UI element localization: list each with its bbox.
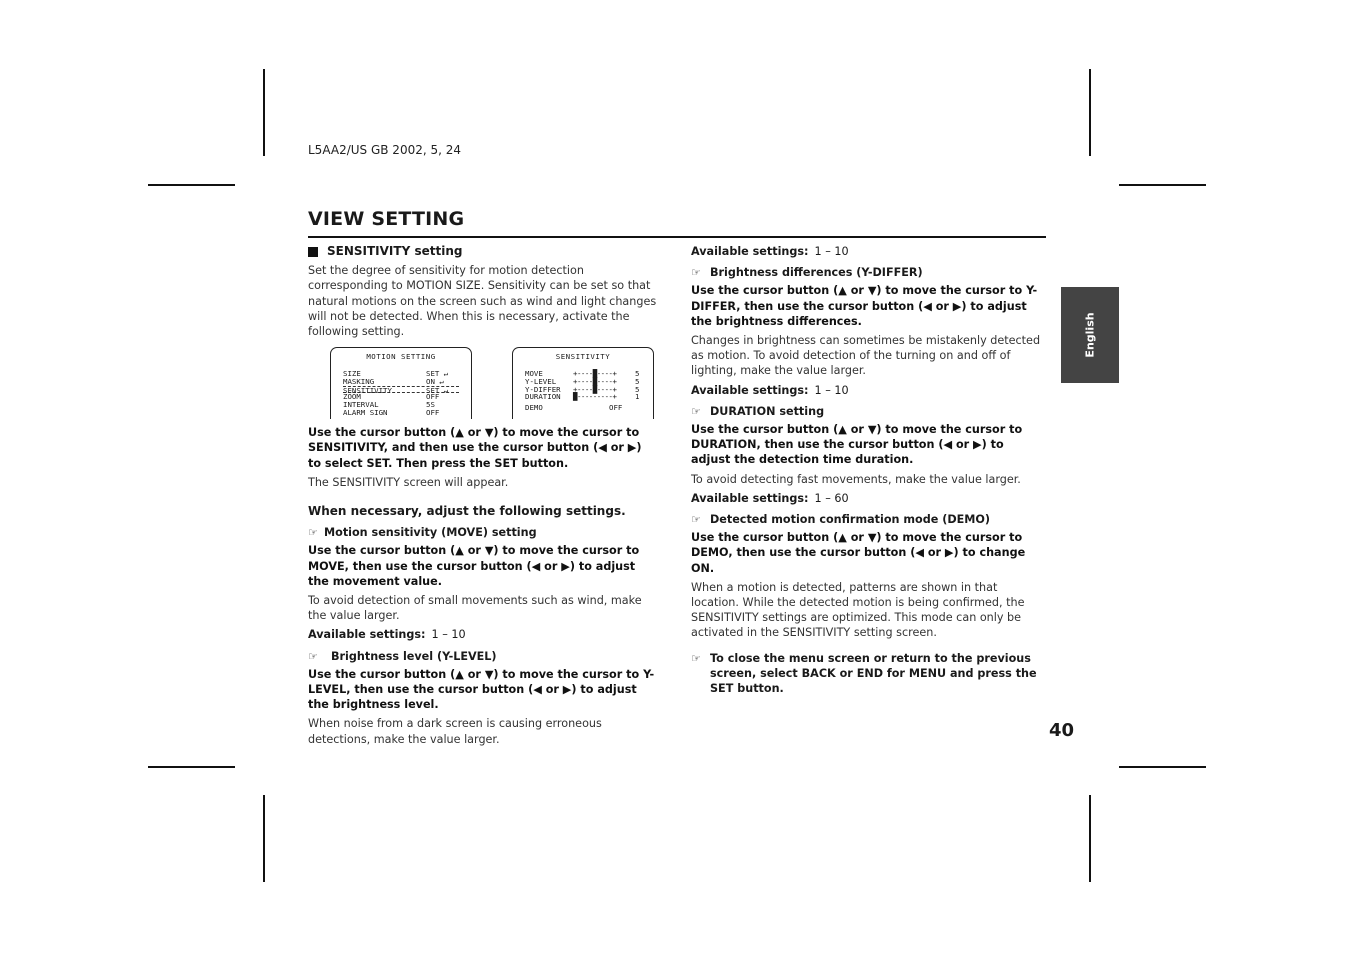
page-number: 40	[1049, 720, 1075, 741]
pointing-hand-icon: ☞	[691, 404, 701, 418]
menu-row-value: OFF	[426, 392, 440, 402]
demo-row-label: DEMO	[525, 403, 543, 413]
sensitivity-slider: +----█----+	[573, 384, 617, 394]
ylevel-note: When noise from a dark screen is causing erroneous detections, make the value larger.	[308, 717, 602, 746]
menu-row-value: SET ↵	[426, 369, 449, 379]
right-column	[691, 244, 1043, 696]
motion-setting-screen-title: MOTION SETTING	[366, 352, 436, 362]
sensitivity-screen	[512, 347, 654, 419]
demo-note: When a motion is detected, patterns are shown in that location. While the detected motion is being confirmed, the SENSITIVITY settings are optimized. This mode can only be activated in the SENSITIVITY setting screen.	[691, 580, 1025, 640]
square-icon	[308, 247, 318, 257]
crop-mark-top-right-vertical	[1089, 69, 1091, 156]
section-heading	[308, 244, 658, 259]
sensitivity-row-label: Y-DIFFER	[525, 384, 561, 394]
sensitivity-row	[525, 393, 653, 401]
intro-paragraph: Set the degree of sensitivity for motion detection corresponding to MOTION SIZE. Sensitivity can be set so that natural motions on the screen such as wind and light changes will not be detected. When this is necessary, activate the following setting.	[308, 264, 657, 339]
demo-instruction: Use the cursor button (▲ or ▼) to move the cursor to DEMO, then use the cursor button (◀ or ▶) to change ON.	[691, 531, 1026, 575]
demo-row	[525, 404, 653, 412]
pointing-hand-icon: ☞	[308, 526, 318, 540]
duration-note: To avoid detecting fast movements, make the value larger.	[691, 472, 1021, 486]
menu-row-label: SENSITIVITY	[343, 385, 392, 395]
title-underline	[308, 236, 1046, 238]
sensitivity-row-label: DURATION	[525, 392, 561, 402]
available-label: Available settings:	[691, 245, 809, 258]
pointing-hand-icon: ☞	[691, 513, 701, 527]
pointing-hand-icon: ☞	[691, 266, 701, 280]
close-menu-note	[691, 651, 1043, 697]
osd-screens	[330, 347, 658, 419]
instruction-sensitivity: Use the cursor button (▲ or ▼) to move the cursor to SENSITIVITY, and then use the cursor button (◀ or ▶) to select SET. Then press the SET button.	[308, 426, 642, 470]
sensitivity-row-value: 5	[635, 384, 640, 394]
duration-available-settings	[691, 491, 1043, 506]
page-title: VIEW SETTING	[308, 208, 465, 230]
move-available-settings	[308, 627, 658, 642]
crop-mark-top-left-horizontal	[148, 184, 235, 186]
section-heading-text: SENSITIVITY setting	[327, 244, 463, 258]
language-tab	[1061, 287, 1119, 383]
menu-row-label: MASKING	[343, 376, 375, 386]
document-code: L5AA2/US GB 2002, 5, 24	[308, 143, 462, 157]
menu-row-value: ON ↵	[426, 376, 444, 386]
sensitivity-slider: █---------+	[573, 392, 617, 402]
sensitivity-row-value: 1	[635, 392, 640, 402]
ydiffer-note: Changes in brightness can sometimes be mistakenly detected as motion. To avoid detection of the turning on and off of lighting, make the value larger.	[691, 334, 1041, 378]
menu-row-value: 5S	[426, 400, 435, 410]
menu-row	[343, 409, 471, 417]
menu-row-label: ALARM SIGN	[343, 408, 388, 417]
crop-mark-bottom-right-vertical	[1089, 795, 1091, 882]
move-instruction: Use the cursor button (▲ or ▼) to move the cursor to MOVE, then use the cursor button (◀ or ▶) to adjust the movement value.	[308, 544, 640, 588]
ylevel-instruction: Use the cursor button (▲ or ▼) to move the cursor to Y-LEVEL, then use the cursor button (◀ or ▶) to adjust the brightness level.	[308, 667, 655, 712]
available-value: 1 – 10	[814, 245, 849, 258]
sensitivity-row-value: 5	[635, 376, 640, 386]
note-sensitivity: The SENSITIVITY screen will appear.	[308, 475, 509, 489]
duration-heading-text: DURATION setting	[710, 404, 825, 418]
close-menu-note-text: To close the menu screen or return to the previous screen, select BACK or END for MENU and press the SET button.	[710, 651, 1037, 696]
ydiffer-instruction: Use the cursor button (▲ or ▼) to move the cursor to Y-DIFFER, then use the cursor button (◀ or ▶) to adjust the brightness differences.	[691, 284, 1038, 328]
menu-row-label: INTERVAL	[343, 400, 379, 410]
sensitivity-screen-title: SENSITIVITY	[555, 352, 611, 362]
sensitivity-slider: +----█----+	[573, 369, 617, 379]
ylevel-heading	[308, 649, 658, 664]
crop-mark-bottom-left-horizontal	[148, 766, 235, 768]
pointing-hand-icon: ☞	[308, 649, 318, 663]
demo-heading	[691, 512, 1043, 527]
crop-mark-bottom-right-horizontal	[1119, 766, 1206, 768]
duration-heading	[691, 404, 1043, 419]
crop-mark-top-left-vertical	[263, 69, 265, 156]
sensitivity-row-label: Y-LEVEL	[525, 376, 557, 386]
duration-instruction: Use the cursor button (▲ or ▼) to move the cursor to DURATION, then use the cursor button (◀ or ▶) to adjust the detection time duration.	[691, 423, 1023, 467]
ydiffer-heading	[691, 265, 1043, 280]
sensitivity-slider: +----█----+	[573, 376, 617, 386]
pointing-hand-icon: ☞	[691, 651, 701, 665]
ylevel-heading-text: Brightness level (Y-LEVEL)	[331, 649, 497, 663]
available-label: Available settings:	[691, 491, 809, 505]
menu-row-label: ZOOM	[343, 392, 361, 402]
crop-mark-top-right-horizontal	[1119, 184, 1206, 186]
language-tab-label: English	[1083, 312, 1097, 358]
move-heading-text: Motion sensitivity (MOVE) setting	[324, 526, 537, 540]
menu-row-label: SIZE	[343, 369, 361, 379]
ydiffer-available-settings	[691, 383, 1043, 398]
motion-setting-screen	[330, 347, 472, 419]
demo-heading-text: Detected motion confirmation mode (DEMO)	[710, 513, 991, 527]
menu-row-value: OFF	[426, 408, 440, 417]
menu-row	[343, 378, 471, 386]
move-heading	[308, 525, 658, 540]
menu-row-value: SET ↵	[426, 385, 449, 395]
adjust-heading: When necessary, adjust the following settings.	[308, 504, 626, 519]
available-label: Available settings:	[691, 383, 809, 397]
ylevel-available-settings	[691, 244, 1043, 259]
available-value: 1 – 10	[814, 383, 849, 397]
left-column	[308, 244, 658, 751]
ydiffer-heading-text: Brightness differences (Y-DIFFER)	[710, 266, 923, 280]
crop-mark-bottom-left-vertical	[263, 795, 265, 882]
demo-row-value: OFF	[609, 403, 623, 413]
sensitivity-row-label: MOVE	[525, 369, 543, 379]
move-note: To avoid detection of small movements such as wind, make the value larger.	[308, 594, 642, 623]
sensitivity-row-value: 5	[635, 369, 640, 379]
available-label: Available settings:	[308, 628, 426, 642]
available-value: 1 – 10	[431, 628, 466, 642]
available-value: 1 – 60	[814, 491, 849, 505]
